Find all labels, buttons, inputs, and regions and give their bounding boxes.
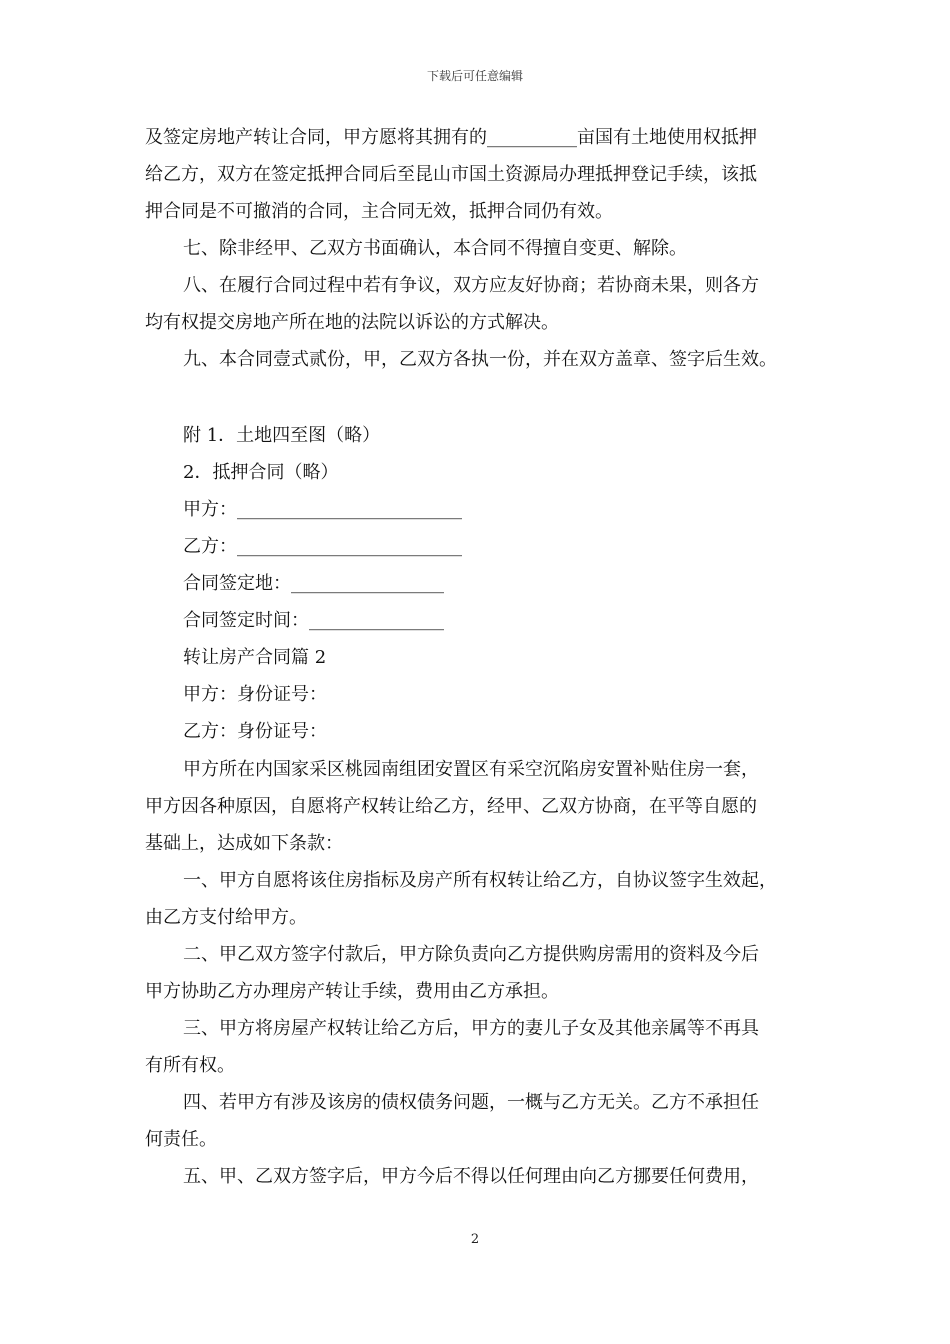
party-a-id-line: 甲方：身份证号： [183,684,327,705]
signing-date-line: 合同签定时间：_______________ [183,610,444,631]
clause-eight: 八、在履行合同过程中若有争议，双方应友好协商；若协商未果，则各方 [183,275,759,296]
clause-four: 四、若甲方有涉及该房的债权债务问题，一概与乙方无关。乙方不承担任 [183,1092,759,1113]
clause-nine: 九、本合同壹式贰份，甲，乙双方各执一份，并在双方盖章、签字后生效。 [183,349,777,370]
paragraph-line: 甲方因各种原因，自愿将产权转让给乙方，经甲、乙双方协商，在平等自愿的 [145,796,757,817]
paragraph-line: 甲方协助乙方办理房产转让手续，费用由乙方承担。 [145,981,559,1002]
party-b-id-line: 乙方：身份证号： [183,721,327,742]
party-a-signature-line: 甲方：_________________________ [183,499,462,520]
party-b-signature-line: 乙方：_________________________ [183,536,462,557]
paragraph-line: 及签定房地产转让合同，甲方愿将其拥有的__________亩国有土地使用权抵押 [145,127,757,148]
paragraph-line: 有所有权。 [145,1055,235,1076]
paragraph-line: 均有权提交房地产所在地的法院以诉讼的方式解决。 [145,312,559,333]
paragraph-line: 何责任。 [145,1129,217,1150]
paragraph-line: 给乙方，双方在签定抵押合同后至昆山市国土资源局办理抵押登记手续，该抵 [145,164,757,185]
clause-three: 三、甲方将房屋产权转让给乙方后，甲方的妻儿子女及其他亲属等不再具 [183,1018,759,1039]
clause-seven: 七、除非经甲、乙双方书面确认，本合同不得擅自变更、解除。 [183,238,687,259]
paragraph-line: 甲方所在内国家采区桃园南组团安置区有采空沉陷房安置补贴住房一套， [183,759,759,780]
section-title: 转让房产合同篇 2 [183,647,327,668]
paragraph-line: 基础上，达成如下条款： [145,833,343,854]
attachment-2: 2．抵押合同（略） [183,462,339,483]
clause-five: 五、甲、乙双方签字后，甲方今后不得以任何理由向乙方挪要任何费用， [183,1166,759,1187]
page-header: 下载后可任意编辑 [426,69,523,83]
signing-place-line: 合同签定地：_________________ [183,573,444,594]
clause-one: 一、甲方自愿将该住房指标及房产所有权转让给乙方，自协议签字生效起， [183,870,777,891]
paragraph-line: 由乙方支付给甲方。 [145,907,307,928]
paragraph-line: 押合同是不可撤消的合同，主合同无效，抵押合同仍有效。 [145,201,613,222]
page-number: 2 [470,1232,480,1247]
clause-two: 二、甲乙双方签字付款后，甲方除负责向乙方提供购房需用的资料及今后 [183,944,759,965]
attachment-1: 附 1．土地四至图（略） [183,425,381,446]
